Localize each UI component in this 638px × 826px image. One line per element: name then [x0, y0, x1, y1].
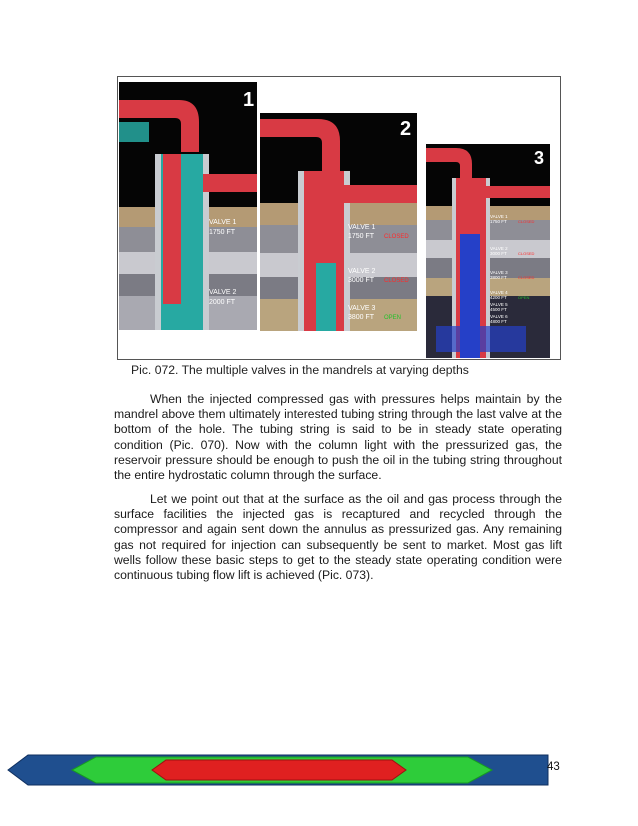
paragraph-2-text: Let we point out that at the surface as the oil and gas process through the surface facilities the injected gas is recaptured and recycled through the compressor and again sent down the annulus as pressurized gas. Any remaining gas not required for injection can subsequently be sent to market. Most gas lift wells follow these basic steps to get to the steady state operating condition were continuous tubing flow lift is achieved (Pic. 073). — [114, 492, 562, 583]
panel-2-valve-3-name: VALVE 3 — [348, 305, 376, 312]
panel-3-number: 3 — [534, 148, 545, 168]
figure-caption: Pic. 072. The multiple valves in the mandrels at varying depths — [131, 363, 469, 377]
panel-3-valve-3-depth: 3800 FT — [490, 275, 507, 280]
panel-1-valve-2-name: VALVE 2 — [209, 289, 237, 296]
panel-3-valve-5-depth: 4500 FT — [490, 307, 507, 312]
panel-3-valve-6-depth: 4800 FT — [490, 319, 507, 324]
panel-2-svg — [260, 113, 417, 331]
diagram-panel-2 — [260, 113, 417, 331]
panel-2-valve-1-depth: 1750 FT — [348, 233, 375, 240]
figure-frame — [117, 76, 561, 360]
panel-1-valve-1-name: VALVE 1 — [209, 219, 237, 226]
panel-3-valve-4-name: VALVE 4 — [490, 290, 508, 295]
panel-3-valve-6-name: VALVE 6 — [490, 314, 508, 319]
panel-3-valve-2-depth: 3000 FT — [490, 251, 507, 256]
panel-1-valve-2-depth: 2000 FT — [209, 299, 236, 306]
panel-2-number: 2 — [400, 118, 412, 140]
panel-3-valve-2-name: VALVE 2 — [490, 246, 508, 251]
panel-3-valve-3-name: VALVE 3 — [490, 270, 508, 275]
footer-banner-svg — [0, 752, 638, 788]
paragraph-2 — [114, 492, 562, 583]
panel-2-valve-3-status: OPEN — [384, 315, 402, 321]
diagram-panel-1 — [119, 82, 257, 330]
panel-1-number: 1 — [243, 89, 255, 111]
paragraph-1 — [114, 392, 562, 483]
panel-3-svg — [426, 144, 550, 358]
panel-3-valve-1-status: CLOSED — [518, 219, 535, 224]
panel-1-valve-1-depth: 1750 FT — [209, 229, 236, 236]
panel-1-svg — [119, 82, 257, 330]
panel-3-valve-1-depth: 1750 FT — [490, 219, 507, 224]
panel-3-valve-5-name: VALVE 5 — [490, 302, 508, 307]
panel-2-valve-2-status: CLOSED — [384, 278, 409, 284]
panel-2-valve-3-depth: 3800 FT — [348, 314, 375, 321]
panel-3-valve-4-depth: 4200 FT — [490, 295, 507, 300]
panel-2-valve-1-status: CLOSED — [384, 234, 409, 240]
panel-3-valve-2-status: CLOSED — [518, 251, 535, 256]
panel-3-valve-3-status: CLOSED — [518, 275, 535, 280]
panel-3-valve-1-name: VALVE 1 — [490, 214, 508, 219]
panel-2-valve-1-name: VALVE 1 — [348, 224, 376, 231]
panel-3-valve-4-status: OPEN — [518, 295, 530, 300]
page-number: 43 — [547, 761, 560, 773]
diagram-panel-3 — [426, 144, 550, 358]
paragraph-1-text: When the injected compressed gas with pressures helps maintain by the mandrel above them ultimately interested tubing string through the last valve at the bottom of the hole. The tubing string is said to be in steady state operating condition (Pic. 070). Now with the column light with the pressurized gas, the reservoir pressure should be enough to push the oil in the tubing string throughout the entire hydrostatic column through the surface. — [114, 392, 562, 483]
page-footer-banner — [0, 752, 638, 788]
panel-2-valve-2-depth: 3000 FT — [348, 277, 375, 284]
panel-2-valve-2-name: VALVE 2 — [348, 268, 376, 275]
